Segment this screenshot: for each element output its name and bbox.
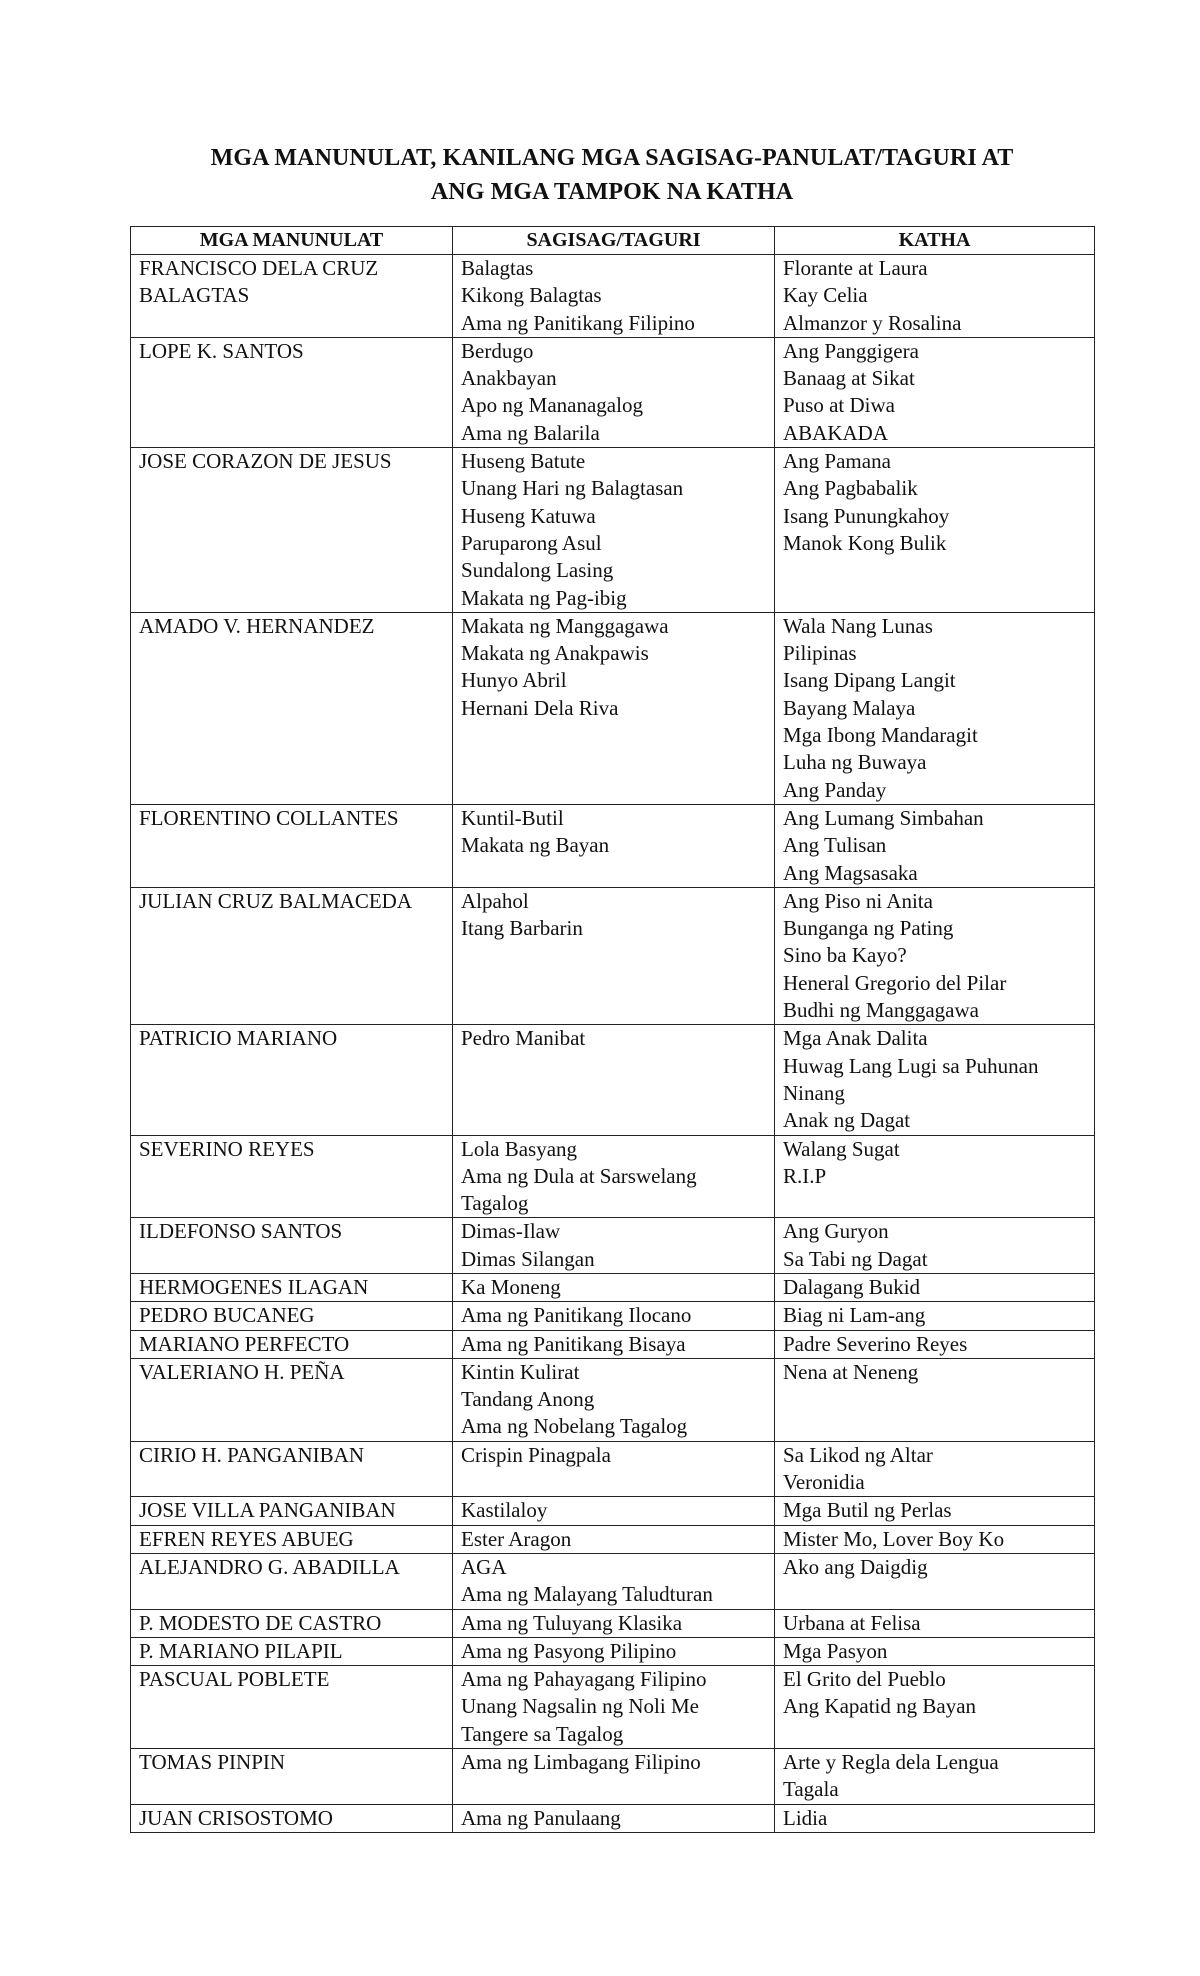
pen-name-cell (453, 1330, 775, 1358)
pen-name-item: Ama ng Panulaang (461, 1805, 621, 1830)
work-item: Manok Kong Bulik (783, 530, 947, 555)
pen-name-cell (453, 1302, 775, 1330)
pen-name-item: Hernani Dela Riva (461, 695, 619, 720)
table-row (131, 1273, 1095, 1301)
author-cell: PASCUAL POBLETE (131, 1666, 453, 1749)
work-cell (775, 1273, 1095, 1301)
table-row (131, 448, 1095, 613)
work-cell (775, 1553, 1095, 1609)
pen-name-item: Ama ng Balarila (461, 420, 600, 445)
table-row (131, 1025, 1095, 1135)
pen-name-item: Makata ng Bayan (461, 833, 610, 858)
work-item: Walang Sugat (783, 1136, 900, 1161)
work-cell (775, 1135, 1095, 1218)
work-item: Mga Butil ng Perlas (783, 1498, 952, 1523)
table-row (131, 1441, 1095, 1497)
table-row (131, 1525, 1095, 1553)
pen-name-cell (453, 887, 775, 1024)
table-row (131, 1497, 1095, 1525)
author-cell: SEVERINO REYES (131, 1135, 453, 1218)
table-row (131, 1358, 1095, 1441)
work-item: Bunganga ng Pating (783, 916, 954, 941)
work-item: Ang Panday (783, 777, 887, 802)
work-item: Luha ng Buwaya (783, 750, 927, 775)
work-item: Isang Punungkahoy (783, 503, 950, 528)
table-row (131, 1666, 1095, 1749)
work-item: Isang Dipang Langit (783, 668, 956, 693)
header-pen-names: SAGISAG/TAGURI (453, 227, 775, 255)
pen-name-item: Makata ng Pag-ibig (461, 585, 627, 610)
author-cell: CIRIO H. PANGANIBAN (131, 1441, 453, 1497)
work-item: Urbana at Felisa (783, 1610, 921, 1635)
table-row (131, 887, 1095, 1024)
work-cell (775, 1525, 1095, 1553)
pen-name-cell (453, 612, 775, 804)
pen-name-item: Crispin Pinagpala (461, 1442, 611, 1467)
pen-name-item: Ester Aragon (461, 1526, 572, 1551)
work-cell (775, 887, 1095, 1024)
pen-name-item: Tandang Anong (461, 1387, 595, 1412)
author-cell: JOSE VILLA PANGANIBAN (131, 1497, 453, 1525)
work-item: ABAKADA (783, 420, 888, 445)
work-cell (775, 1749, 1095, 1805)
work-item: Heneral Gregorio del Pilar (783, 970, 1007, 995)
work-item: Puso at Diwa (783, 393, 895, 418)
work-cell (775, 448, 1095, 613)
work-item: Mister Mo, Lover Boy Ko (783, 1526, 1005, 1551)
pen-name-item: Ama ng Dula at Sarswelang (461, 1163, 697, 1188)
pen-name-item: Ama ng Panitikang Filipino (461, 310, 695, 335)
table-row (131, 255, 1095, 338)
table-header-row (131, 227, 1095, 255)
pen-name-item: Huseng Katuwa (461, 503, 596, 528)
table-row (131, 1135, 1095, 1218)
pen-name-cell (453, 337, 775, 447)
pen-name-item: Ama ng Pahayagang Filipino (461, 1667, 707, 1692)
work-cell (775, 1358, 1095, 1441)
work-item: Ang Pamana (783, 449, 891, 474)
table-row (131, 1553, 1095, 1609)
document-title (130, 141, 1094, 209)
table-row (131, 1637, 1095, 1665)
work-item: Almanzor y Rosalina (783, 310, 962, 335)
work-cell (775, 612, 1095, 804)
pen-name-cell (453, 1273, 775, 1301)
pen-name-item: Kikong Balagtas (461, 283, 602, 308)
work-item: R.I.P (783, 1163, 827, 1188)
work-cell (775, 1666, 1095, 1749)
author-cell: P. MARIANO PILAPIL (131, 1637, 453, 1665)
pen-name-item: Itang Barbarin (461, 916, 583, 941)
pen-name-item: Balagtas (461, 256, 534, 280)
pen-name-cell (453, 1358, 775, 1441)
pen-name-item: Kastilaloy (461, 1498, 548, 1523)
table-row (131, 1609, 1095, 1637)
work-item: Sa Likod ng Altar (783, 1442, 933, 1467)
work-item: Mga Anak Dalita (783, 1026, 928, 1051)
author-cell: JUAN CRISOSTOMO (131, 1804, 453, 1832)
pen-name-item: Ka Moneng (461, 1274, 561, 1299)
author-cell: EFREN REYES ABUEG (131, 1525, 453, 1553)
pen-name-cell (453, 1553, 775, 1609)
pen-name-cell (453, 1025, 775, 1135)
title-line-1: MGA MANUNULAT, KANILANG MGA SAGISAG-PANULAT/TAGURI AT (210, 145, 1014, 171)
pen-name-item: Huseng Batute (461, 449, 586, 474)
work-cell (775, 1637, 1095, 1665)
pen-name-item: Unang Nagsalin ng Noli Me (461, 1694, 699, 1719)
pen-name-item: Ama ng Malayang Taludturan (461, 1582, 713, 1607)
work-item: Mga Pasyon (783, 1638, 888, 1663)
work-item: Tagala (783, 1777, 839, 1802)
table-row (131, 1302, 1095, 1330)
work-item: Bayang Malaya (783, 695, 916, 720)
work-item: Anak ng Dagat (783, 1108, 911, 1133)
work-cell (775, 1609, 1095, 1637)
work-cell (775, 337, 1095, 447)
work-item: Biag ni Lam-ang (783, 1303, 926, 1328)
pen-name-item: Kuntil-Butil (461, 805, 564, 830)
pen-name-item: Lola Basyang (461, 1136, 578, 1161)
writers-table (130, 226, 1095, 1833)
work-item: Ang Piso ni Anita (783, 888, 933, 913)
work-item: Mga Ibong Mandaragit (783, 723, 978, 748)
work-item: Ako ang Daigdig (783, 1554, 928, 1579)
work-item: Kay Celia (783, 283, 868, 308)
pen-name-item: Ama ng Limbagang Filipino (461, 1750, 701, 1775)
work-cell (775, 1025, 1095, 1135)
author-cell: TOMAS PINPIN (131, 1749, 453, 1805)
pen-name-item: Ama ng Pasyong Pilipino (461, 1638, 677, 1663)
header-works: KATHA (775, 227, 1095, 255)
pen-name-item: Berdugo (461, 338, 534, 363)
table-row (131, 337, 1095, 447)
pen-name-item: Ama ng Panitikang Bisaya (461, 1331, 686, 1356)
pen-name-item: Unang Hari ng Balagtasan (461, 476, 684, 501)
pen-name-cell (453, 255, 775, 338)
pen-name-cell (453, 1441, 775, 1497)
work-cell (775, 1218, 1095, 1274)
author-cell: PEDRO BUCANEG (131, 1302, 453, 1330)
author-cell: FRANCISCO DELA CRUZ BALAGTAS (131, 255, 453, 338)
pen-name-item: Paruparong Asul (461, 530, 602, 555)
work-item: Ang Panggigera (783, 338, 919, 363)
pen-name-item: Hunyo Abril (461, 668, 567, 693)
work-cell (775, 1497, 1095, 1525)
pen-name-cell (453, 1609, 775, 1637)
work-item: Ang Tulisan (783, 833, 887, 858)
pen-name-cell (453, 1804, 775, 1832)
work-item: Ang Lumang Simbahan (783, 805, 984, 830)
work-item: Ang Pagbabalik (783, 476, 918, 501)
work-cell (775, 255, 1095, 338)
work-item: Veronidia (783, 1470, 865, 1495)
pen-name-cell (453, 1637, 775, 1665)
pen-name-item: Kintin Kulirat (461, 1359, 580, 1384)
work-item: Banaag at Sikat (783, 366, 915, 391)
pen-name-item: Ama ng Nobelang Tagalog (461, 1414, 688, 1439)
work-item: El Grito del Pueblo (783, 1667, 946, 1692)
pen-name-item: Ama ng Tuluyang Klasika (461, 1610, 683, 1635)
pen-name-item: Tagalog (461, 1191, 529, 1216)
work-item: Ninang (783, 1080, 845, 1105)
author-cell: MARIANO PERFECTO (131, 1330, 453, 1358)
pen-name-cell (453, 448, 775, 613)
table-row (131, 1330, 1095, 1358)
work-item: Dalagang Bukid (783, 1274, 921, 1299)
work-cell (775, 804, 1095, 887)
work-item: Budhi ng Manggagawa (783, 998, 979, 1023)
author-cell: PATRICIO MARIANO (131, 1025, 453, 1135)
table-row (131, 1749, 1095, 1805)
pen-name-item: Apo ng Mananagalog (461, 393, 643, 418)
work-item: Ang Guryon (783, 1219, 889, 1244)
author-cell: HERMOGENES ILAGAN (131, 1273, 453, 1301)
work-item: Arte y Regla dela Lengua (783, 1750, 999, 1775)
work-item: Wala Nang Lunas (783, 613, 933, 638)
work-item: Padre Severino Reyes (783, 1331, 968, 1356)
pen-name-item: Makata ng Manggagawa (461, 613, 669, 638)
table-row (131, 1804, 1095, 1832)
pen-name-cell (453, 1218, 775, 1274)
author-cell: VALERIANO H. PEÑA (131, 1358, 453, 1441)
pen-name-cell (453, 1497, 775, 1525)
table-row (131, 1218, 1095, 1274)
pen-name-item: Ama ng Panitikang Ilocano (461, 1303, 692, 1328)
author-cell: LOPE K. SANTOS (131, 337, 453, 447)
pen-name-cell (453, 1525, 775, 1553)
pen-name-cell (453, 1749, 775, 1805)
pen-name-cell (453, 1666, 775, 1749)
title-line-2: ANG MGA TAMPOK NA KATHA (430, 179, 794, 205)
work-cell (775, 1302, 1095, 1330)
author-cell: P. MODESTO DE CASTRO (131, 1609, 453, 1637)
pen-name-item: Sundalong Lasing (461, 558, 614, 583)
table-body (131, 255, 1095, 1833)
table-row (131, 612, 1095, 804)
pen-name-cell (453, 804, 775, 887)
pen-name-item: Tangere sa Tagalog (461, 1721, 624, 1746)
author-cell: AMADO V. HERNANDEZ (131, 612, 453, 804)
pen-name-item: Anakbayan (461, 366, 557, 391)
work-item: Pilipinas (783, 641, 857, 666)
work-item: Sa Tabi ng Dagat (783, 1246, 928, 1271)
work-item: Nena at Neneng (783, 1359, 919, 1384)
work-item: Ang Kapatid ng Bayan (783, 1694, 977, 1719)
work-item: Florante at Laura (783, 256, 928, 280)
author-cell: ALEJANDRO G. ABADILLA (131, 1553, 453, 1609)
work-item: Lidia (783, 1805, 828, 1830)
pen-name-item: Alpahol (461, 888, 529, 913)
work-cell (775, 1441, 1095, 1497)
author-cell: JULIAN CRUZ BALMACEDA (131, 887, 453, 1024)
table-row (131, 804, 1095, 887)
pen-name-item: Makata ng Anakpawis (461, 641, 649, 666)
pen-name-item: Dimas-Ilaw (461, 1219, 561, 1244)
pen-name-cell (453, 1135, 775, 1218)
work-item: Huwag Lang Lugi sa Puhunan (783, 1053, 1039, 1078)
author-cell: FLORENTINO COLLANTES (131, 804, 453, 887)
work-cell (775, 1804, 1095, 1832)
header-writers: MGA MANUNULAT (131, 227, 453, 255)
author-cell: ILDEFONSO SANTOS (131, 1218, 453, 1274)
author-cell: JOSE CORAZON DE JESUS (131, 448, 453, 613)
pen-name-item: Dimas Silangan (461, 1246, 595, 1271)
pen-name-item: Pedro Manibat (461, 1026, 586, 1051)
work-item: Ang Magsasaka (783, 860, 918, 885)
pen-name-item: AGA (461, 1554, 507, 1579)
work-item: Sino ba Kayo? (783, 943, 907, 968)
work-cell (775, 1330, 1095, 1358)
